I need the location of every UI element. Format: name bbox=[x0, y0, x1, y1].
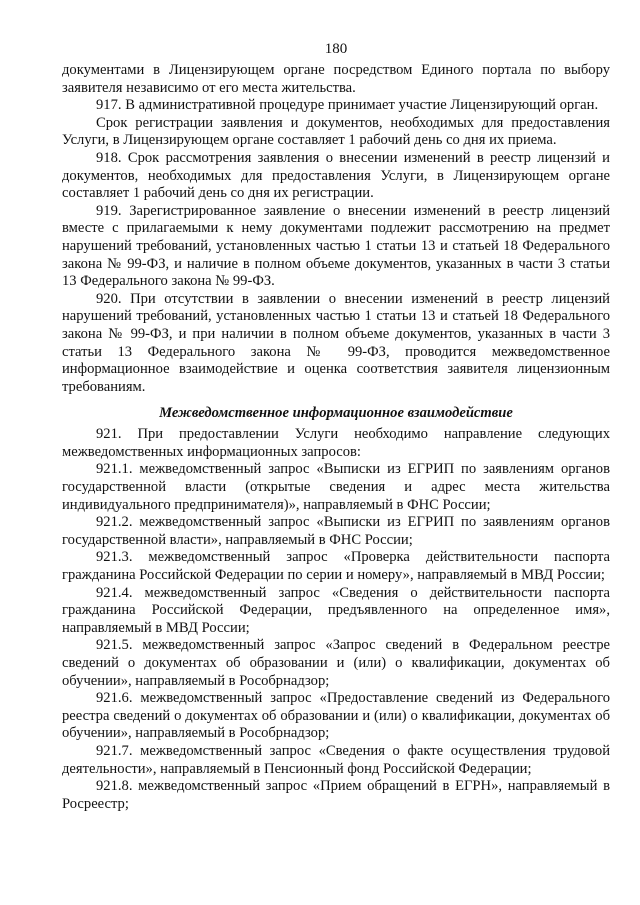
paragraph-919: 919. Зарегистрированное заявление о внесении изменений в реестр лицензий вместе с прилагаемыми к нему документами подлежит рассмотрению на предмет нарушений требований, установленных частью 1 статьи 13 и статьей 18 Федерального закона № 99-ФЗ, и наличие в полном объеме документов, указанных в части 3 статьи 13 Федерального закона № 99-ФЗ. bbox=[62, 202, 610, 290]
paragraph-920: 920. При отсутствии в заявлении о внесении изменений в реестр лицензий нарушений требований, установленных частью 1 статьи 13 и статьей 18 Федерального закона № 99-ФЗ, и при наличии в полном объеме документов, указанных в части 3 статьи 13 Федерального закона № 99-ФЗ, проводится межведомственное информационное взаимодействие и оценка соответствия заявителя лицензионным требованиям. bbox=[62, 290, 610, 395]
document-page bbox=[62, 40, 610, 813]
paragraph-921-1: 921.1. межведомственный запрос «Выписки из ЕГРИП по заявлениям органов государственной власти (открытые сведения и адрес места жительства индивидуального предпринимателя)», направляемый в ФНС России; bbox=[62, 461, 610, 513]
paragraph-registration-term: Срок регистрации заявления и документов, необходимых для предоставления Услуги, в Лицензирующем органе составляет 1 рабочий день со дня их приема. bbox=[62, 114, 610, 149]
paragraph-921-6: 921.6. межведомственный запрос «Предоставление сведений из Федерального реестра сведений о документах об образовании и (или) о квалификации, документах об обучении», направляемый в Рособрнадзор; bbox=[62, 690, 610, 742]
paragraph-918: 918. Срок рассмотрения заявления о внесении изменений в реестр лицензий и документов, необходимых для предоставления Услуги, в Лицензирующем органе составляет 1 рабочий день со дня их регистрации. bbox=[62, 149, 610, 202]
paragraph-921-5: 921.5. межведомственный запрос «Запрос сведений в Федеральном реестре сведений о документах об образовании и (или) о квалификации, документах об обучении», направляемый в Рособрнадзор; bbox=[62, 637, 610, 689]
page-number: 180 bbox=[324, 41, 348, 57]
paragraph-921-4: 921.4. межведомственный запрос «Сведения о действительности паспорта гражданина Российской Федерации, предъявленного на определенное имя», направляемый в МВД России; bbox=[62, 584, 610, 636]
paragraph-continuation: документами в Лицензирующем органе посредством Единого портала по выбору заявителя независимо от его места жительства. bbox=[62, 62, 610, 96]
section-heading: Межведомственное информационное взаимодействие bbox=[159, 405, 513, 422]
paragraph-917: 917. В административной процедуре принимает участие Лицензирующий орган. bbox=[96, 97, 599, 114]
paragraph-921-2: 921.2. межведомственный запрос «Выписки из ЕГРИП по заявлениям органов государственной власти», направляемый в ФНС России; bbox=[62, 514, 610, 548]
paragraph-921-3: 921.3. межведомственный запрос «Проверка действительности паспорта гражданина Российской Федерации по серии и номеру», направляемый в МВД России; bbox=[62, 549, 610, 584]
paragraph-921-7: 921.7. межведомственный запрос «Сведения о факте осуществления трудовой деятельности», направляемый в Пенсионный фонд Российской Федерации; bbox=[62, 742, 610, 777]
paragraph-921: 921. При предоставлении Услуги необходимо направление следующих межведомственных информационных запросов: bbox=[62, 426, 610, 460]
paragraph-921-8: 921.8. межведомственный запрос «Прием обращений в ЕГРН», направляемый в Росреестр; bbox=[62, 778, 610, 812]
